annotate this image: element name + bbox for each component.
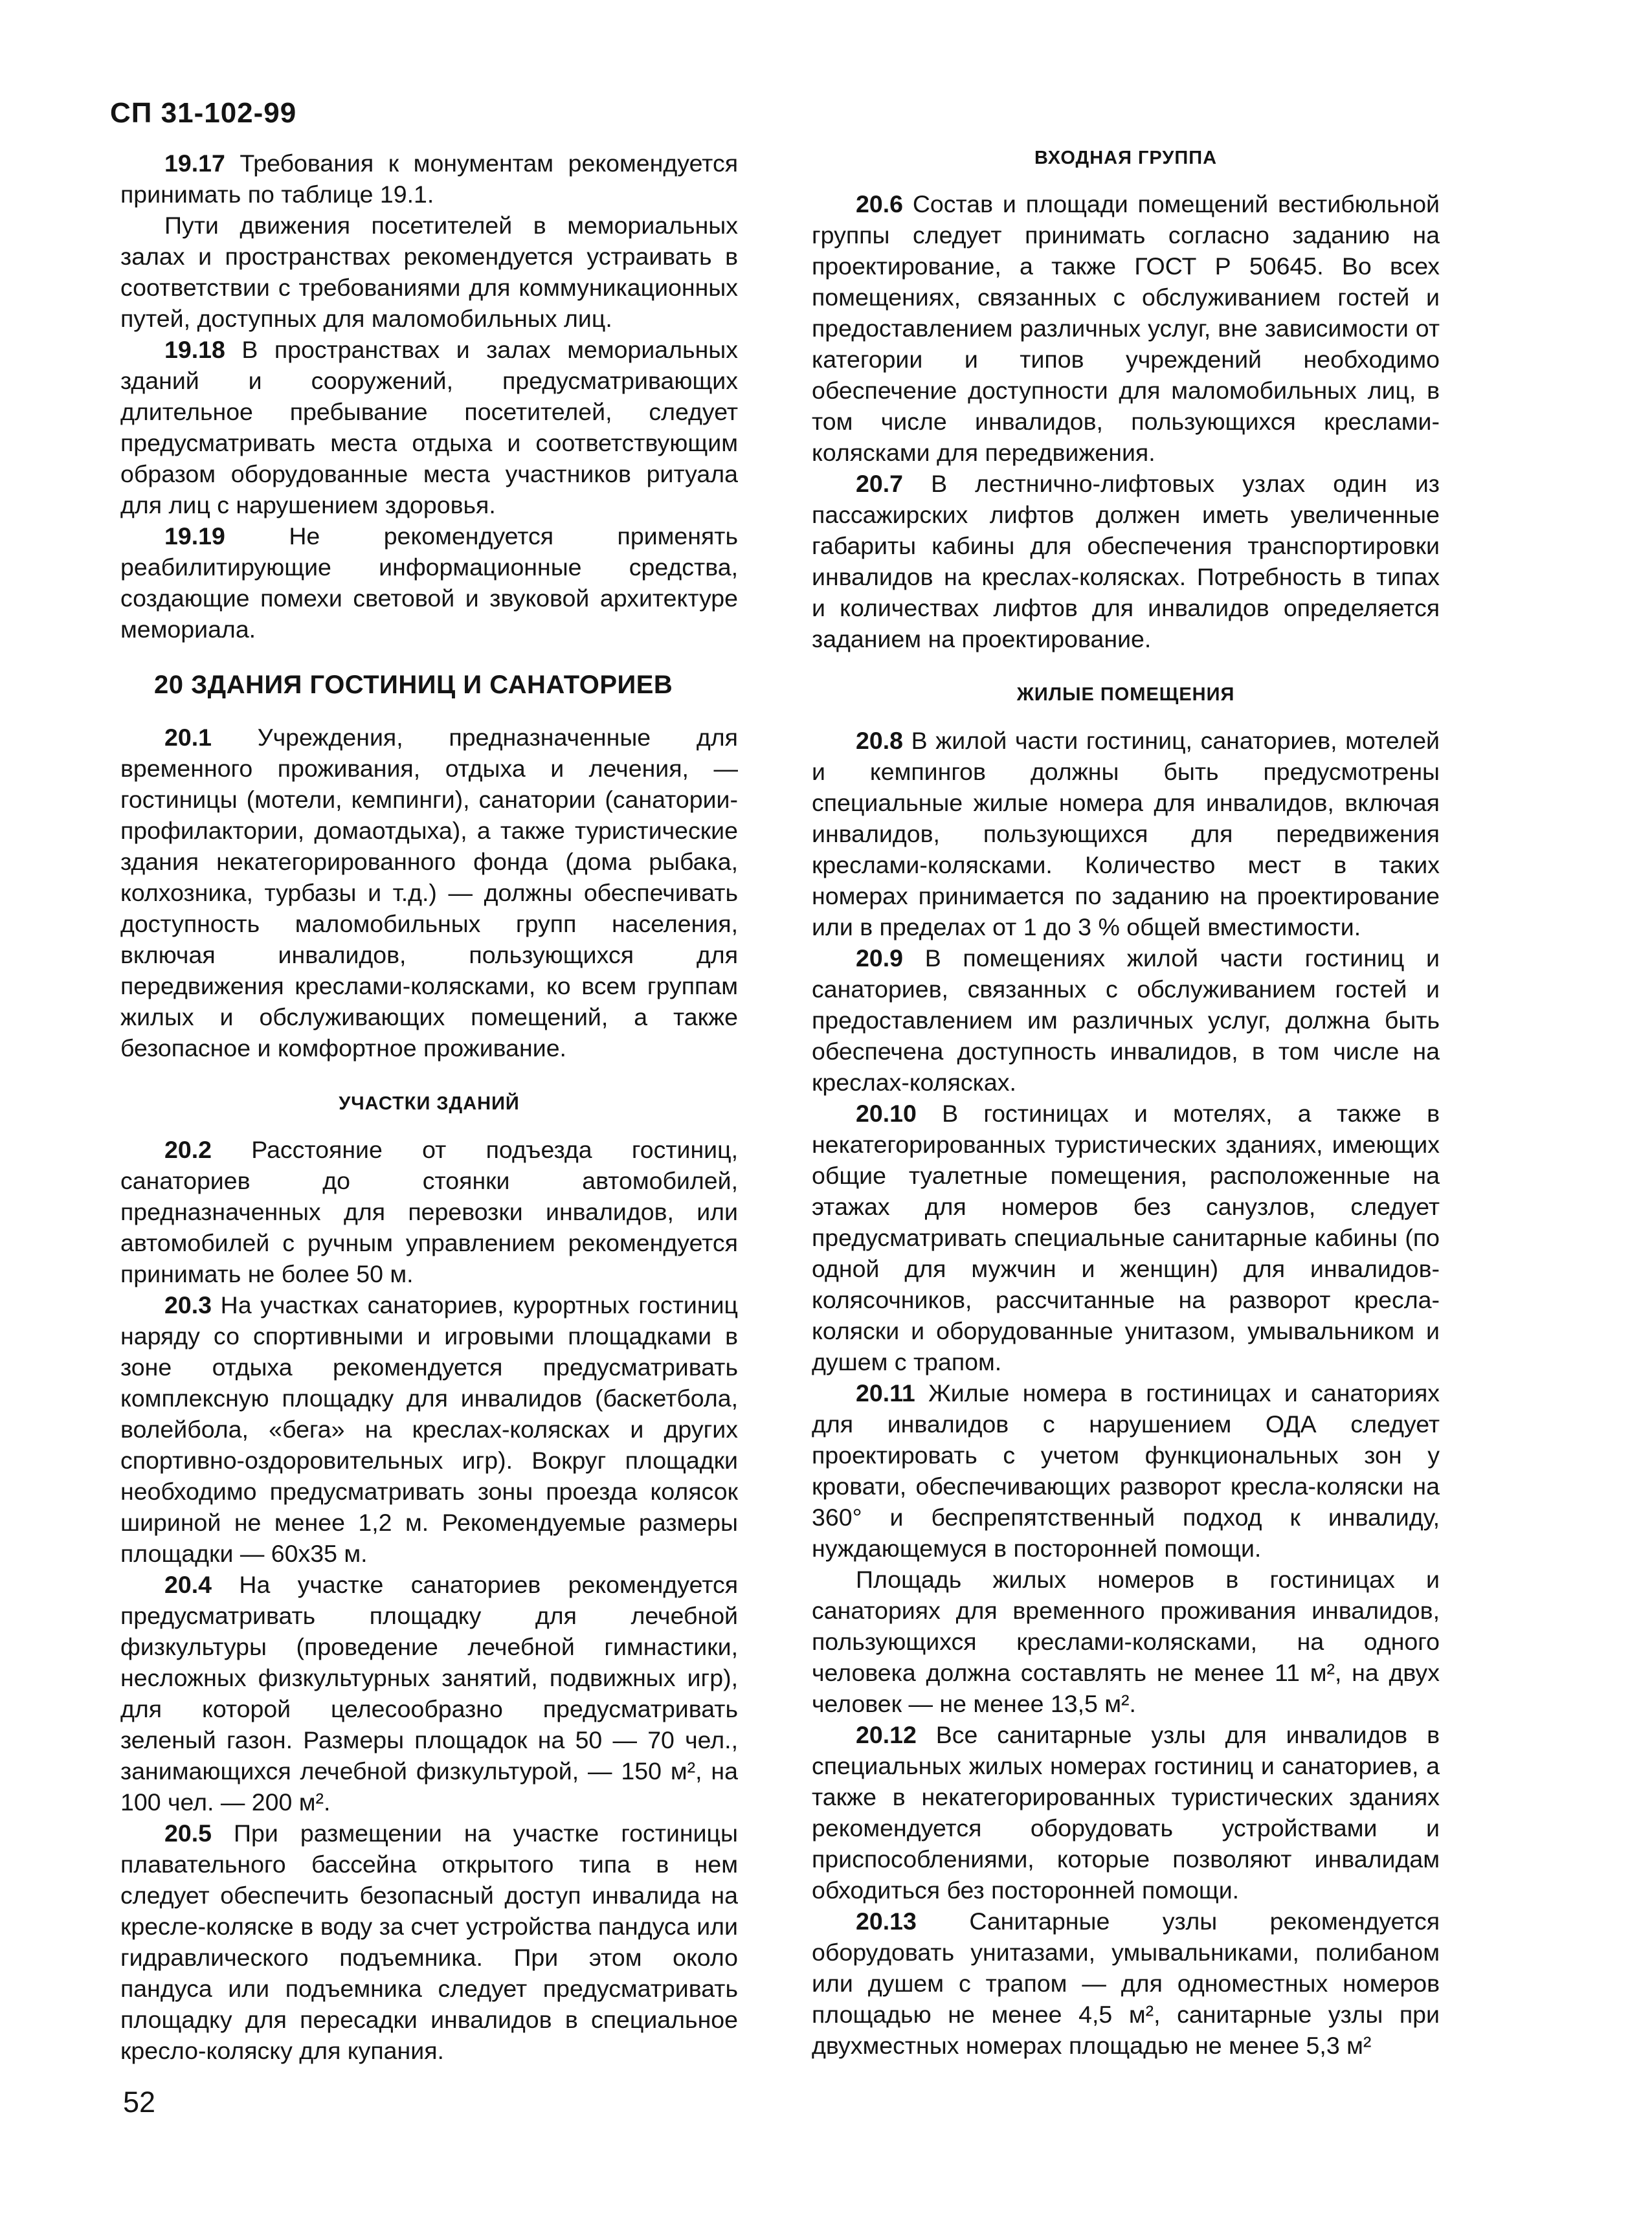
clause-text: На участках санаториев, курортных гостиниц наряду со спортивными и игровыми площадками в зоне отдыха рекомендуется предусматривать комплексную площадку для инвалидов (баскетбола, волейбола, «бега» на креслах-колясках и других спортивно-оздоровительных игр). Вокруг площадки необходимо предусматривать зоны проезда колясок шириной не менее 1,2 м. Рекомендуемые размеры площадки — 60х35 м. (120, 1291, 738, 1567)
clause-number: 20.13 (856, 1908, 917, 1935)
clause-number: 20.5 (164, 1820, 212, 1847)
paragraph-20-6 (812, 188, 1440, 468)
paragraph-20-1 (120, 722, 738, 1063)
paragraph-19-17 (120, 148, 738, 210)
paragraph-20-10 (812, 1098, 1440, 1377)
paragraph-20-4 (120, 1569, 738, 1818)
clause-number: 20.7 (856, 470, 903, 497)
paragraph-20-5 (120, 1818, 738, 2066)
paragraph-19-19 (120, 520, 738, 645)
paragraph-20-3 (120, 1289, 738, 1569)
clause-text: Все санитарные узлы для инвалидов в специальных жилых номерах гостиниц и санаториев, а также в некатегорированных туристических зданиях рекомендуется оборудовать устройствами и приспособлениями, которые позволяют инвалидам обходиться без посторонней помощи. (812, 1721, 1440, 1904)
document-code: СП 31-102-99 (110, 97, 297, 129)
paragraph-20-12 (812, 1719, 1440, 1906)
clause-number: 20.9 (856, 944, 903, 972)
paragraph-20-8 (812, 725, 1440, 942)
subsection-title-entrance: ВХОДНАЯ ГРУППА (1034, 148, 1218, 168)
paragraph-20-13 (812, 1906, 1440, 2061)
paragraph-20-2 (120, 1134, 738, 1289)
subsection-title-living: ЖИЛЫЕ ПОМЕЩЕНИЯ (1016, 684, 1235, 705)
page-number: 52 (123, 2086, 156, 2119)
clause-text: Жилые номера в гостиницах и санаториях для инвалидов с нарушением ОДА следует проектировать с учетом функциональных зон у кровати, обеспечивающих разворот кресла-коляски на 360° и беспрепятственный подход к инвалиду, нуждающемуся в посторонней помощи. (812, 1379, 1440, 1562)
clause-number: 20.8 (856, 727, 903, 754)
clause-text: В лестнично-лифтовых узлах один из пассажирских лифтов должен иметь увеличенные габариты кабины для обеспечения транспортировки инвалидов на креслах-колясках. Потребность в типах и количествах лифтов для инвалидов определяется заданием на проектирование. (812, 470, 1440, 652)
paragraph-20-11 (812, 1377, 1440, 1564)
paragraph-19-17-cont (120, 210, 738, 334)
clause-number: 20.1 (164, 724, 212, 751)
clause-text: Площадь жилых номеров в гостиницах и санаториях для временного проживания инвалидов, пользующихся креслами-колясками, на одного человека должна составлять не менее 11 м², на двух человек — не менее 13,5 м². (812, 1566, 1440, 1717)
clause-number: 19.18 (164, 336, 225, 363)
clause-text: В пространствах и залах мемориальных зданий и сооружений, предусматривающих длительное пребывание посетителей, следует предусматривать места отдыха и соответствующим образом оборудованные места участников ритуала для лиц с нарушением здоровья. (120, 336, 738, 518)
clause-text: Санитарные узлы рекомендуется оборудовать унитазами, умывальниками, полибаном или душем с трапом — для одноместных номеров площадью не менее 4,5 м², санитарные узлы при двухместных номерах площадью не менее 5,3 м² (812, 1908, 1440, 2059)
clause-number: 20.11 (856, 1379, 915, 1407)
clause-number: 20.10 (856, 1100, 917, 1127)
clause-number: 20.2 (164, 1136, 212, 1163)
clause-text: Не рекомендуется применять реабилитирующие информационные средства, создающие помехи световой и звуковой архитектуре мемориала. (120, 522, 739, 643)
clause-number: 20.4 (164, 1571, 212, 1598)
clause-text: Расстояние от подъезда гостиниц, санаториев до стоянки автомобилей, предназначенных для перевозки инвалидов, или автомобилей с ручным управлением рекомендуется принимать не более 50 м. (120, 1136, 739, 1287)
clause-text: Пути движения посетителей в мемориальных залах и пространствах рекомендуется устраивать в соответствии с требованиями для коммуникационных путей, доступных для маломобильных лиц. (120, 212, 738, 332)
paragraph-19-18 (120, 334, 738, 520)
paragraph-20-9 (812, 942, 1440, 1098)
clause-text: В жилой части гостиниц, санаториев, мотелей и кемпингов должны быть предусмотрены специальные жилые номера для инвалидов, включая инвалидов, пользующихся для передвижения креслами-колясками. Количество мест в таких номерах принимается по заданию на проектирование или в пределах от 1 до 3 % общей вместимости. (812, 727, 1440, 940)
subsection-title: УЧАСТКИ ЗДАНИЙ (339, 1093, 520, 1114)
clause-text: Требования к монументам рекомендуется принимать по таблице 19.1. (120, 150, 738, 208)
clause-text: Учреждения, предназначенные для временного проживания, отдыха и лечения, — гостиницы (мотели, кемпинги), санатории (санатории-профилактории, домаотдыха), а также туристические здания некатегорированного фонда (дома рыбака, колхозника, турбазы и т.д.) — должны обеспечивать доступность маломобильных групп населения, включая инвалидов, пользующихся для передвижения креслами-колясками, ко всем группам жилых и обслуживающих помещений, а также безопасное и комфортное проживание. (120, 724, 738, 1062)
clause-number: 20.12 (856, 1721, 917, 1748)
section-title: 20 ЗДАНИЯ ГОСТИНИЦ И САНАТОРИЕВ (154, 671, 673, 699)
clause-text: На участке санаториев рекомендуется предусматривать площадку для лечебной физкультуры (проведение лечебной гимнастики, несложных физкультурных занятий, подвижных игр), для которой целесообразно предусматривать зеленый газон. Размеры площадок на 50 — 70 чел., занимающихся лечебной физкультурой, — 150 м², на 100 чел. — 200 м². (120, 1571, 739, 1816)
clause-number: 20.3 (164, 1291, 212, 1319)
clause-text: В помещениях жилой части гостиниц и санаториев, связанных с обслуживанием гостей и предоставлением им различных услуг, должна быть обеспечена доступность инвалидов, в том числе на креслах-колясках. (812, 944, 1440, 1096)
clause-number: 19.17 (164, 150, 225, 177)
left-column (120, 148, 738, 2066)
paragraph-20-7 (812, 468, 1440, 654)
clause-number: 19.19 (164, 522, 225, 550)
clause-text: Состав и площади помещений вестибюльной группы следует принимать согласно заданию на проектирование, а также ГОСТ Р 50645. Во всех помещениях, связанных с обслуживанием гостей и предоставлением различных услуг, вне зависимости от категории и типов учреждений необходимо обеспечение доступности для маломобильных лиц, в том числе инвалидов, пользующихся креслами-колясками для передвижения. (812, 190, 1440, 466)
clause-text: В гостиницах и мотелях, а также в некатегорированных туристических зданиях, имеющих общие туалетные помещения, расположенные на этажах для номеров без санузлов, следует предусматривать специальные санитарные кабины (по одной для мужчин и женщин) для инвалидов-колясочников, рассчитанные на разворот кресла-коляски и оборудованные унитазом, умывальником и душем с трапом. (812, 1100, 1440, 1375)
clause-text: При размещении на участке гостиницы плавательного бассейна открытого типа в нем следует обеспечить безопасный доступ инвалида на кресле-коляске в воду за счет устройства пандуса или гидравлического подъемника. При этом около пандуса или подъемника следует предусматривать площадку для пересадки инвалидов в специальное кресло-коляску для купания. (120, 1820, 738, 2064)
clause-number: 20.6 (856, 190, 903, 217)
paragraph-20-11-cont (812, 1564, 1440, 1719)
right-column (812, 148, 1440, 2061)
